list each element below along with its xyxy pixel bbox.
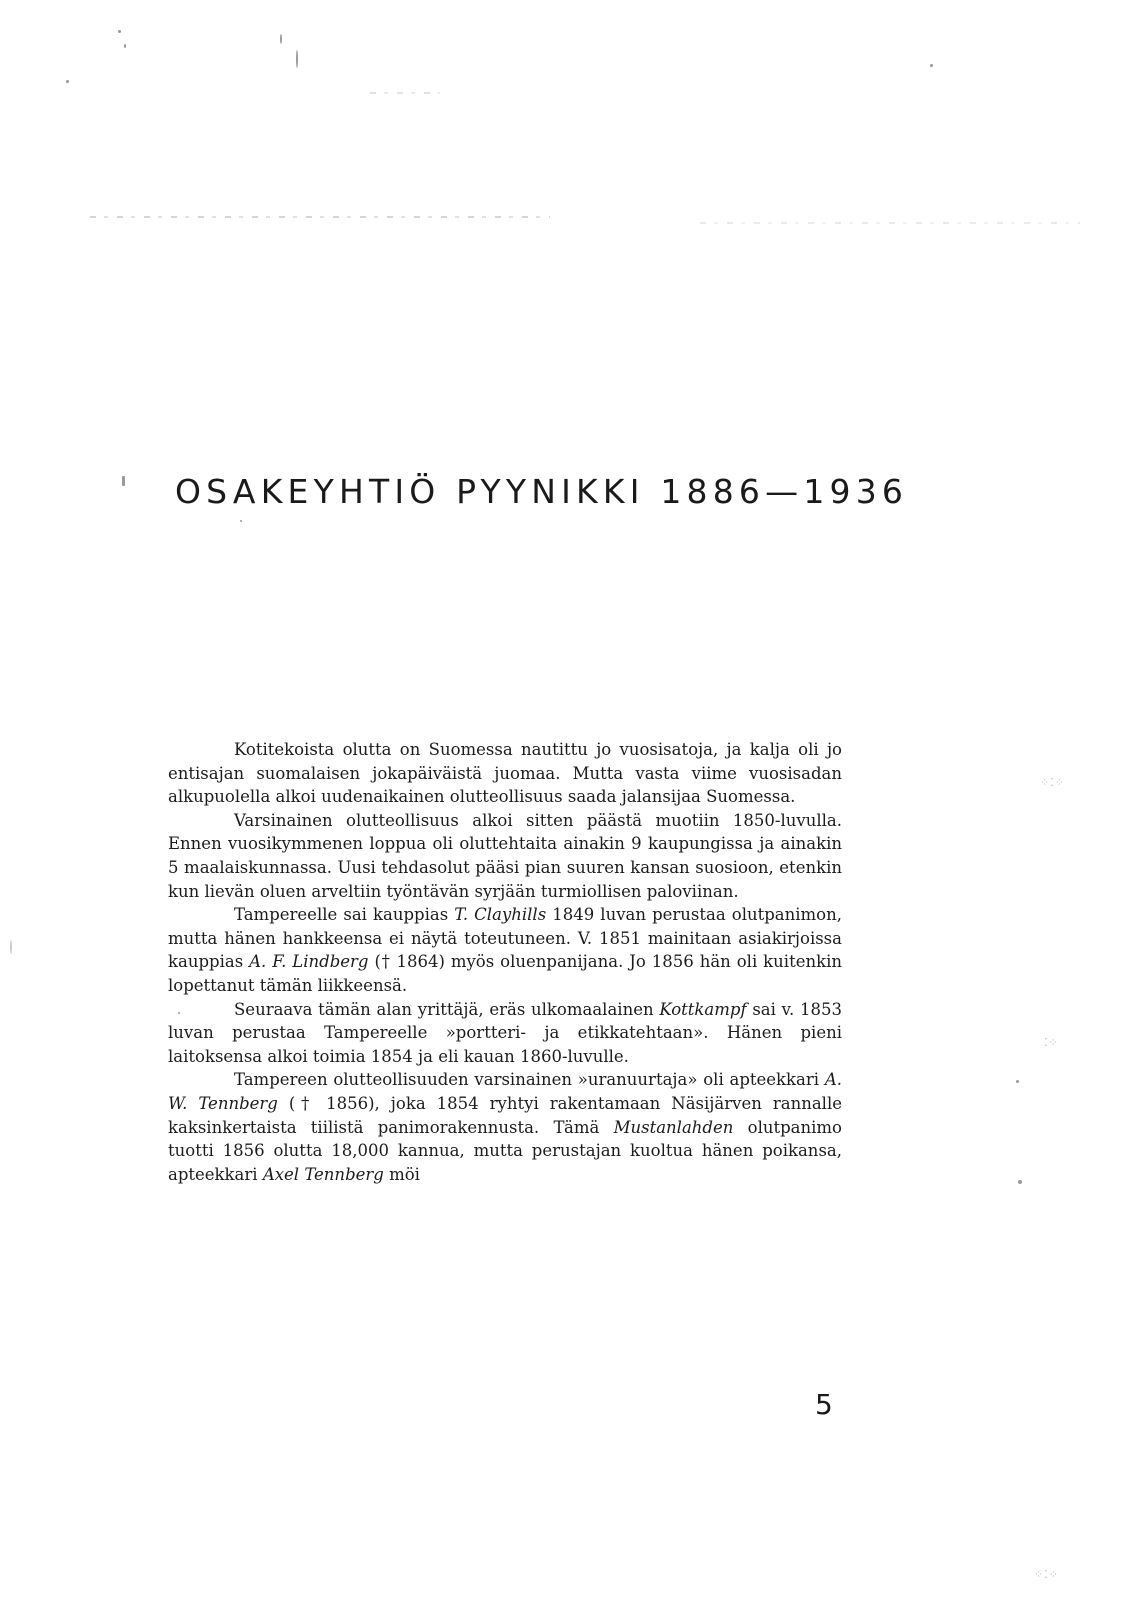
scan-speck	[66, 80, 69, 83]
page-number: 5	[815, 1388, 833, 1421]
page-title: OSAKEYHTIÖ PYYNIKKI 1886—1936	[175, 472, 909, 511]
scan-speck	[930, 64, 933, 67]
italic-name: T. Clayhills	[454, 905, 547, 925]
italic-name: A. W. Tennberg	[168, 1070, 842, 1113]
text-run: sai v. 1853 luvan perustaa Tampereelle »portteri- ja etikkatehtaan». Hänen pieni laitoksensa alkoi toimia 1854 ja eli kauan 1860-luvulle.	[168, 999, 842, 1066]
text-run: Tampereen olutteollisuuden varsinainen »uranuurtaja» oli apteekkari	[234, 1070, 825, 1090]
italic-name: Kottkampf	[659, 999, 747, 1019]
scan-margin-smudge: ⁚⁘	[1044, 1036, 1059, 1049]
text-run: möi	[383, 1164, 420, 1184]
scan-speck	[124, 44, 126, 48]
scan-margin-smudge: ⁘⁚⁘	[1034, 1568, 1059, 1581]
scan-artifact-line	[370, 92, 440, 94]
text-run: († 1864) myös oluenpanijana. Jo 1856 hän oli kuitenkin lopettanut tämän liikkeensä.	[168, 952, 842, 995]
scan-speck	[118, 30, 121, 33]
italic-name: Axel Tennberg	[262, 1164, 384, 1184]
scan-speck	[10, 940, 12, 954]
scan-speck	[280, 34, 282, 44]
text-run: Varsinainen olutteollisuus alkoi sitten päästä muotiin 1850-luvulla. Ennen vuosikymmenen loppua oli oluttehtaita ainakin 9 kaupungissa ja ainakin 5 maalaiskunnassa. Uusi tehdasolut pääsi pian suuren kansan suosioon, etenkin kun lievän oluen arveltiin työntävän syrjään turmiollisen paloviinan.	[168, 810, 842, 901]
scan-speck	[240, 520, 242, 522]
italic-name: Mustanlahden	[613, 1117, 734, 1137]
scan-speck	[296, 50, 298, 68]
text-run: († 1856), joka 1854 ryhtyi rakentamaan Näsijärven rannalle kaksinkertaista tiilistä panimorakennusta. Tämä	[168, 1093, 842, 1137]
text-run: 1849 luvan perustaa olutpanimon, mutta hänen hankkeensa ei näytä toteutuneen. V. 1851 mainitaan asiakirjoissa kauppias	[168, 905, 842, 972]
body-text	[168, 738, 842, 1186]
scan-speck	[1016, 1080, 1019, 1083]
paragraph	[168, 998, 842, 1069]
italic-name: A. F. Lindberg	[249, 952, 369, 972]
scan-speck	[1018, 1180, 1022, 1184]
paragraph	[168, 738, 842, 809]
paragraph	[168, 809, 842, 903]
scan-artifact-line	[700, 222, 1080, 224]
text-run: olutpanimo tuotti 1856 olutta 18,000 kannua, mutta perustajan kuoltua hänen poikansa, apteekkari	[168, 1117, 842, 1184]
text-run: Seuraava tämän alan yrittäjä, eräs ulkomaalainen	[234, 999, 660, 1019]
text-run: Tampereelle sai kauppias	[234, 905, 455, 925]
scan-margin-smudge: ⁘⁚⁘	[1040, 776, 1065, 789]
text-run: Kotitekoista olutta on Suomessa nautittu jo vuosisatoja, ja kalja oli jo entisajan suomalaisen jokapäiväistä juomaa. Mutta vasta viime vuosisadan alkupuolella alkoi uudenaikainen olutteollisuus saada jalansijaa Suomessa.	[168, 740, 842, 807]
paragraph	[168, 903, 842, 997]
paragraph	[168, 1068, 842, 1186]
scan-speck	[122, 476, 125, 486]
scan-artifact-line	[90, 216, 550, 218]
